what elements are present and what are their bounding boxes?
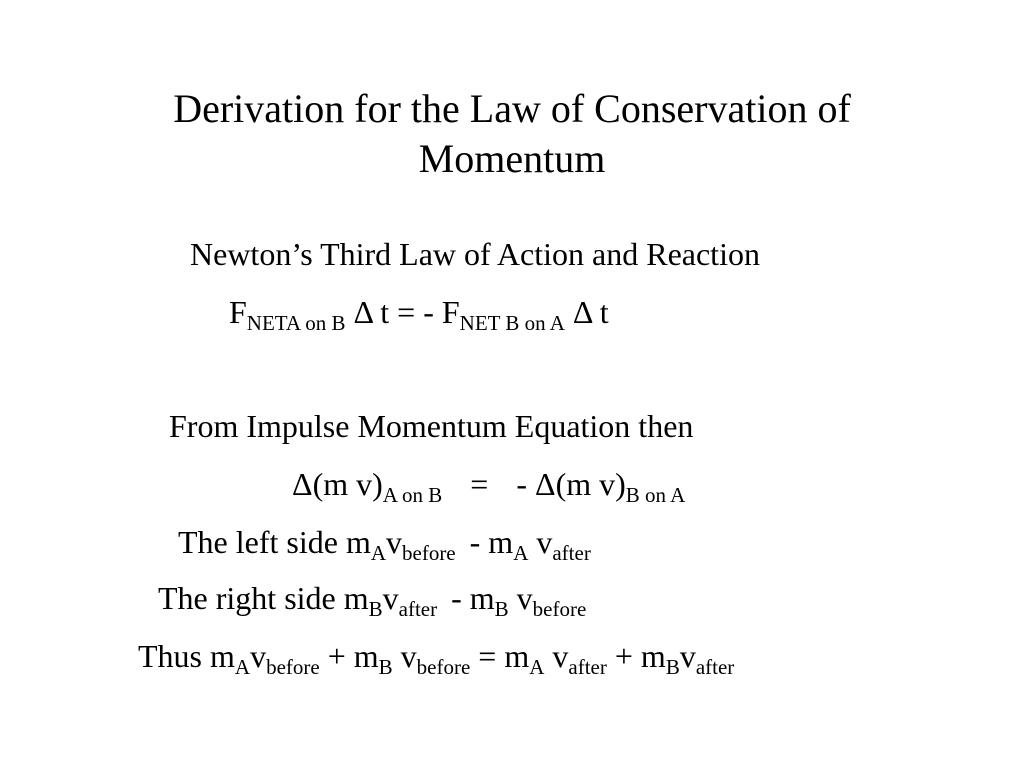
- lhs-subscript: A on B: [382, 483, 443, 507]
- newton-text: Newton’s Third Law of Action and Reaction: [190, 236, 760, 272]
- velocity: v: [536, 524, 553, 560]
- plus-mass: + m: [327, 638, 379, 674]
- velocity: v: [382, 580, 399, 616]
- impulse-momentum-line: [169, 406, 693, 446]
- force-subscript-a-on-b: NETA on B: [246, 311, 346, 335]
- minus-mass: - m: [469, 524, 514, 560]
- sub: before: [266, 655, 320, 679]
- sub: B: [494, 597, 509, 621]
- velocity: v: [679, 638, 696, 674]
- velocity: v: [386, 524, 402, 560]
- sub: B: [368, 597, 383, 621]
- force-equation: [229, 292, 609, 335]
- sub: after: [695, 655, 735, 679]
- velocity: v: [400, 638, 417, 674]
- sub: B: [378, 655, 393, 679]
- slide-title: [0, 84, 1024, 184]
- velocity: v: [516, 580, 533, 616]
- sub: after: [552, 541, 591, 565]
- newton-third-law-line: [190, 234, 760, 274]
- sub: before: [532, 597, 587, 621]
- equals-mass: = m: [478, 638, 530, 674]
- left-side-line: [178, 522, 591, 565]
- sub: before: [402, 541, 456, 565]
- plus-mass: + m: [614, 638, 666, 674]
- equation-middle: Δ t = - F: [353, 294, 460, 330]
- momentum-change-lhs: Δ(m v): [292, 466, 383, 502]
- velocity: v: [552, 638, 569, 674]
- minus-mass: - m: [451, 580, 495, 616]
- title-line-1: Derivation for the Law of Conservation of: [173, 86, 851, 131]
- left-side-label: The left side m: [178, 524, 371, 560]
- sub: B: [665, 655, 680, 679]
- sub: A: [370, 541, 386, 565]
- conservation-equation: [138, 636, 735, 679]
- sub: A: [513, 541, 529, 565]
- sub: after: [398, 597, 438, 621]
- right-side-label: The right side m: [158, 580, 369, 616]
- thus-label: Thus m: [138, 638, 235, 674]
- right-side-line: [158, 578, 587, 621]
- equation-end: Δ t: [572, 294, 609, 330]
- momentum-change-rhs: - Δ(m v): [516, 466, 626, 502]
- force-subscript-b-on-a: NET B on A: [459, 311, 565, 335]
- sub: after: [568, 655, 607, 679]
- momentum-change-equation: [292, 464, 686, 507]
- rhs-subscript: B on A: [625, 483, 686, 507]
- velocity: v: [250, 638, 267, 674]
- sub: A: [234, 655, 251, 679]
- sub: before: [416, 655, 471, 679]
- force-symbol: F: [229, 294, 247, 330]
- title-line-2: Momentum: [418, 136, 606, 181]
- sub: A: [529, 655, 545, 679]
- equals-sign: =: [470, 466, 489, 502]
- impulse-text: From Impulse Momentum Equation then: [169, 408, 694, 444]
